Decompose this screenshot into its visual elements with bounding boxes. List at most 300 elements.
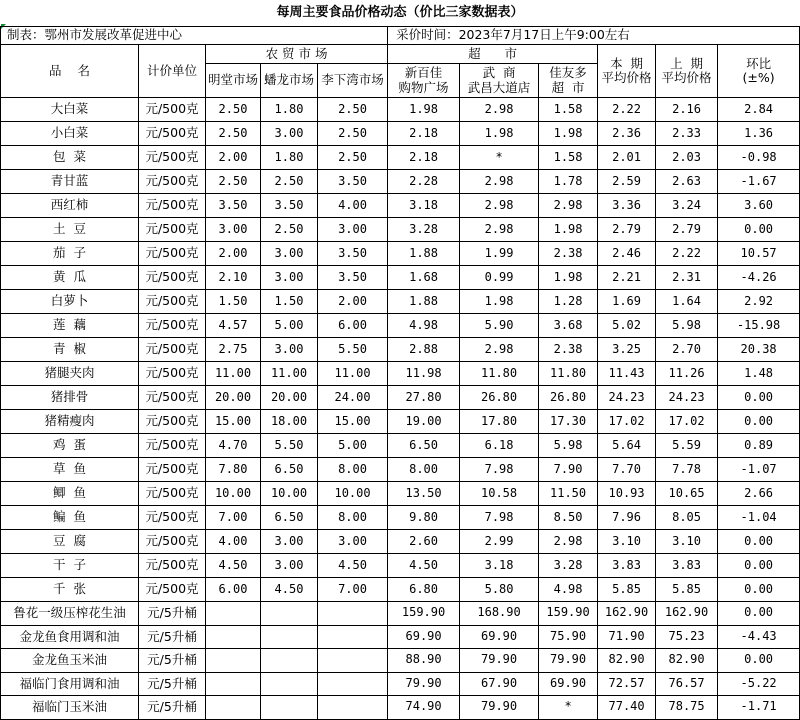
price-wushang: 1.98 <box>460 122 539 146</box>
price-mingtang: 1.50 <box>206 290 261 314</box>
price-previous-avg: 2.70 <box>656 338 718 362</box>
price-jiayouduo: 2.98 <box>539 194 598 218</box>
price-current-avg: 7.70 <box>598 458 656 482</box>
price-mingtang: 2.10 <box>206 266 261 290</box>
unit-cell: 元/500克 <box>139 242 206 266</box>
price-lixiawan <box>318 649 388 673</box>
unit-cell: 元/500克 <box>139 98 206 122</box>
price-previous-avg: 5.98 <box>656 314 718 338</box>
price-wushang: 3.18 <box>460 554 539 578</box>
price-wushang: 168.90 <box>460 602 539 626</box>
price-mingtang: 6.00 <box>206 578 261 602</box>
table-row <box>1 649 800 673</box>
price-mingtang: 4.00 <box>206 530 261 554</box>
price-change: -1.07 <box>718 458 800 482</box>
price-lixiawan: 5.50 <box>318 338 388 362</box>
table-title: 每周主要食品价格动态（价比三家数据表） <box>276 5 524 20</box>
price-panlong: 2.50 <box>261 170 318 194</box>
price-wushang: 2.99 <box>460 530 539 554</box>
price-panlong: 2.50 <box>261 218 318 242</box>
price-lixiawan: 7.00 <box>318 578 388 602</box>
price-previous-avg: 3.24 <box>656 194 718 218</box>
price-mingtang: 7.00 <box>206 506 261 530</box>
price-jiayouduo: 79.90 <box>539 649 598 673</box>
table-row <box>1 578 800 602</box>
price-lixiawan: 2.00 <box>318 290 388 314</box>
price-change: 0.00 <box>718 218 800 242</box>
price-previous-avg: 2.33 <box>656 122 718 146</box>
price-previous-avg: 7.78 <box>656 458 718 482</box>
price-previous-avg: 2.22 <box>656 242 718 266</box>
price-wushang: 69.90 <box>460 625 539 649</box>
price-change: 3.60 <box>718 194 800 218</box>
table-row <box>1 146 800 170</box>
price-lixiawan: 15.00 <box>318 410 388 434</box>
price-xinbaijia: 2.60 <box>388 530 460 554</box>
header-supermarket-wushang-line2: 武昌大道店 <box>467 79 531 95</box>
price-current-avg: 3.36 <box>598 194 656 218</box>
price-jiayouduo: 11.50 <box>539 482 598 506</box>
price-lixiawan: 4.00 <box>318 194 388 218</box>
price-wushang: 2.98 <box>460 338 539 362</box>
price-panlong: 6.50 <box>261 506 318 530</box>
price-xinbaijia: 4.98 <box>388 314 460 338</box>
unit-cell: 元/5升桶 <box>139 672 206 696</box>
price-jiayouduo: 159.90 <box>539 602 598 626</box>
price-jiayouduo: 2.38 <box>539 242 598 266</box>
product-name: 金龙鱼食用调和油 <box>1 625 139 649</box>
header-previous-avg <box>656 45 718 98</box>
price-current-avg: 3.25 <box>598 338 656 362</box>
price-lixiawan: 5.00 <box>318 434 388 458</box>
price-change: -4.43 <box>718 625 800 649</box>
price-xinbaijia: 79.90 <box>388 672 460 696</box>
collect-time-label: 采价时间：2023年7月17日上午9:00左右 <box>388 27 800 45</box>
price-xinbaijia: 13.50 <box>388 482 460 506</box>
price-jiayouduo: 8.50 <box>539 506 598 530</box>
price-change: -0.98 <box>718 146 800 170</box>
price-change: 10.57 <box>718 242 800 266</box>
price-change: -1.67 <box>718 170 800 194</box>
price-table <box>0 26 800 720</box>
price-current-avg: 71.90 <box>598 625 656 649</box>
table-row <box>1 506 800 530</box>
unit-cell: 元/500克 <box>139 386 206 410</box>
product-name: 金龙鱼玉米油 <box>1 649 139 673</box>
price-mingtang: 2.00 <box>206 146 261 170</box>
price-mingtang: 10.00 <box>206 482 261 506</box>
header-previous-avg-line2: 平均价格 <box>661 70 712 85</box>
product-name: 猪腿夹肉 <box>1 362 139 386</box>
price-lixiawan: 8.00 <box>318 506 388 530</box>
price-change: 0.00 <box>718 530 800 554</box>
table-row <box>1 218 800 242</box>
price-panlong: 1.80 <box>261 146 318 170</box>
price-previous-avg: 2.03 <box>656 146 718 170</box>
price-wushang: 2.98 <box>460 170 539 194</box>
price-jiayouduo: * <box>539 696 598 720</box>
table-row <box>1 530 800 554</box>
price-wushang: 26.80 <box>460 386 539 410</box>
price-change: -1.71 <box>718 696 800 720</box>
product-name: 土 豆 <box>1 218 139 242</box>
price-change: 0.89 <box>718 434 800 458</box>
price-mingtang: 4.70 <box>206 434 261 458</box>
price-xinbaijia: 6.50 <box>388 434 460 458</box>
header-change <box>718 45 800 98</box>
header-supermarket-xinbaijia-line2: 购物广场 <box>398 79 449 95</box>
price-lixiawan <box>318 625 388 649</box>
price-change: 2.84 <box>718 98 800 122</box>
header-change-line1: 环比 <box>746 55 772 71</box>
price-wushang: * <box>460 146 539 170</box>
price-jiayouduo: 4.98 <box>539 578 598 602</box>
price-change: 0.00 <box>718 554 800 578</box>
price-panlong: 3.50 <box>261 194 318 218</box>
unit-cell: 元/500克 <box>139 458 206 482</box>
price-mingtang <box>206 625 261 649</box>
price-current-avg: 2.59 <box>598 170 656 194</box>
price-xinbaijia: 8.00 <box>388 458 460 482</box>
price-mingtang: 3.50 <box>206 194 261 218</box>
price-panlong: 4.50 <box>261 578 318 602</box>
header-market-panlong: 蟠龙市场 <box>261 64 318 98</box>
header-current-avg-line2: 平均价格 <box>601 70 652 85</box>
price-wushang: 6.18 <box>460 434 539 458</box>
price-current-avg: 24.23 <box>598 386 656 410</box>
price-wushang: 1.99 <box>460 242 539 266</box>
price-jiayouduo: 1.58 <box>539 146 598 170</box>
table-row <box>1 194 800 218</box>
price-lixiawan: 3.00 <box>318 530 388 554</box>
price-previous-avg: 82.90 <box>656 649 718 673</box>
price-xinbaijia: 19.00 <box>388 410 460 434</box>
price-jiayouduo: 1.78 <box>539 170 598 194</box>
table-row <box>1 290 800 314</box>
price-current-avg: 72.57 <box>598 672 656 696</box>
header-previous-avg-line1: 上 期 <box>670 55 704 71</box>
price-lixiawan: 3.50 <box>318 266 388 290</box>
table-row <box>1 625 800 649</box>
price-current-avg: 7.96 <box>598 506 656 530</box>
price-current-avg: 11.43 <box>598 362 656 386</box>
product-name: 白萝卜 <box>1 290 139 314</box>
price-lixiawan: 3.50 <box>318 170 388 194</box>
price-xinbaijia: 74.90 <box>388 696 460 720</box>
unit-cell: 元/500克 <box>139 506 206 530</box>
table-row <box>1 696 800 720</box>
table-row <box>1 410 800 434</box>
unit-cell: 元/500克 <box>139 146 206 170</box>
price-previous-avg: 3.10 <box>656 530 718 554</box>
price-jiayouduo: 1.98 <box>539 218 598 242</box>
unit-cell: 元/500克 <box>139 434 206 458</box>
price-xinbaijia: 2.18 <box>388 146 460 170</box>
price-current-avg: 1.69 <box>598 290 656 314</box>
price-previous-avg: 11.26 <box>656 362 718 386</box>
price-jiayouduo: 1.98 <box>539 266 598 290</box>
price-panlong: 3.00 <box>261 242 318 266</box>
product-name: 小白菜 <box>1 122 139 146</box>
price-xinbaijia: 6.80 <box>388 578 460 602</box>
unit-cell: 元/500克 <box>139 290 206 314</box>
product-name: 千 张 <box>1 578 139 602</box>
price-current-avg: 2.79 <box>598 218 656 242</box>
price-change: 0.00 <box>718 386 800 410</box>
price-jiayouduo: 1.28 <box>539 290 598 314</box>
price-xinbaijia: 3.18 <box>388 194 460 218</box>
table-row <box>1 122 800 146</box>
unit-cell: 元/5升桶 <box>139 649 206 673</box>
table-row <box>1 434 800 458</box>
product-name: 西红柿 <box>1 194 139 218</box>
price-change: 0.00 <box>718 578 800 602</box>
price-mingtang <box>206 649 261 673</box>
price-wushang: 79.90 <box>460 649 539 673</box>
price-lixiawan <box>318 696 388 720</box>
price-panlong: 5.00 <box>261 314 318 338</box>
price-wushang: 2.98 <box>460 194 539 218</box>
price-previous-avg: 78.75 <box>656 696 718 720</box>
price-change: -1.04 <box>718 506 800 530</box>
price-previous-avg: 17.02 <box>656 410 718 434</box>
price-previous-avg: 10.65 <box>656 482 718 506</box>
price-xinbaijia: 159.90 <box>388 602 460 626</box>
price-xinbaijia: 4.50 <box>388 554 460 578</box>
product-name: 鲁花一级压榨花生油 <box>1 602 139 626</box>
price-xinbaijia: 2.88 <box>388 338 460 362</box>
price-change: -4.26 <box>718 266 800 290</box>
price-wushang: 5.90 <box>460 314 539 338</box>
price-xinbaijia: 2.18 <box>388 122 460 146</box>
price-xinbaijia: 9.80 <box>388 506 460 530</box>
price-panlong: 3.00 <box>261 530 318 554</box>
unit-cell: 元/5升桶 <box>139 696 206 720</box>
header-market-group: 农 贸 市 场 <box>206 45 388 64</box>
price-current-avg: 17.02 <box>598 410 656 434</box>
unit-cell: 元/500克 <box>139 314 206 338</box>
price-xinbaijia: 3.28 <box>388 218 460 242</box>
price-jiayouduo: 75.90 <box>539 625 598 649</box>
table-row <box>1 242 800 266</box>
price-lixiawan: 4.50 <box>318 554 388 578</box>
price-change: 0.00 <box>718 649 800 673</box>
price-jiayouduo: 11.80 <box>539 362 598 386</box>
table-row <box>1 458 800 482</box>
product-name: 包 菜 <box>1 146 139 170</box>
price-mingtang: 2.50 <box>206 170 261 194</box>
price-lixiawan: 2.50 <box>318 146 388 170</box>
unit-cell: 元/500克 <box>139 266 206 290</box>
table-row <box>1 338 800 362</box>
price-xinbaijia: 11.98 <box>388 362 460 386</box>
price-wushang: 2.98 <box>460 98 539 122</box>
header-supermarket-jiayouduo-line1: 佳友多 <box>549 65 587 81</box>
price-mingtang: 2.00 <box>206 242 261 266</box>
price-mingtang: 2.50 <box>206 98 261 122</box>
header-product: 品 名 <box>1 45 139 98</box>
price-panlong: 1.50 <box>261 290 318 314</box>
price-current-avg: 82.90 <box>598 649 656 673</box>
price-jiayouduo: 17.30 <box>539 410 598 434</box>
price-xinbaijia: 69.90 <box>388 625 460 649</box>
price-current-avg: 10.93 <box>598 482 656 506</box>
price-lixiawan: 3.50 <box>318 242 388 266</box>
product-name: 干 子 <box>1 554 139 578</box>
price-jiayouduo: 2.38 <box>539 338 598 362</box>
price-mingtang: 3.00 <box>206 218 261 242</box>
unit-cell: 元/500克 <box>139 554 206 578</box>
header-supermarket-wushang <box>460 64 539 98</box>
header-change-line2: (±%) <box>742 70 775 85</box>
product-name: 鸡 蛋 <box>1 434 139 458</box>
unit-cell: 元/500克 <box>139 578 206 602</box>
price-previous-avg: 5.85 <box>656 578 718 602</box>
product-name: 青 椒 <box>1 338 139 362</box>
price-panlong: 3.00 <box>261 266 318 290</box>
price-mingtang: 15.00 <box>206 410 261 434</box>
table-row <box>1 98 800 122</box>
price-panlong <box>261 625 318 649</box>
price-jiayouduo: 3.28 <box>539 554 598 578</box>
price-mingtang: 11.00 <box>206 362 261 386</box>
price-lixiawan: 11.00 <box>318 362 388 386</box>
unit-cell: 元/500克 <box>139 338 206 362</box>
price-current-avg: 2.36 <box>598 122 656 146</box>
price-current-avg: 2.21 <box>598 266 656 290</box>
price-panlong: 18.00 <box>261 410 318 434</box>
price-current-avg: 5.02 <box>598 314 656 338</box>
product-name: 豆 腐 <box>1 530 139 554</box>
price-panlong <box>261 696 318 720</box>
price-xinbaijia: 1.98 <box>388 98 460 122</box>
price-mingtang <box>206 672 261 696</box>
price-current-avg: 3.83 <box>598 554 656 578</box>
header-supermarket-xinbaijia-line1: 新百佳 <box>404 65 443 81</box>
header-market-lixiawan: 李下湾市场 <box>318 64 388 98</box>
price-mingtang: 4.50 <box>206 554 261 578</box>
unit-cell: 元/500克 <box>139 122 206 146</box>
price-panlong: 11.00 <box>261 362 318 386</box>
price-current-avg: 3.10 <box>598 530 656 554</box>
price-panlong: 1.80 <box>261 98 318 122</box>
price-previous-avg: 2.31 <box>656 266 718 290</box>
price-previous-avg: 3.83 <box>656 554 718 578</box>
price-current-avg: 5.64 <box>598 434 656 458</box>
product-name: 大白菜 <box>1 98 139 122</box>
price-panlong: 3.00 <box>261 122 318 146</box>
price-change: 1.48 <box>718 362 800 386</box>
table-row <box>1 554 800 578</box>
price-change: 0.00 <box>718 410 800 434</box>
unit-cell: 元/500克 <box>139 530 206 554</box>
price-jiayouduo: 5.98 <box>539 434 598 458</box>
price-panlong: 10.00 <box>261 482 318 506</box>
unit-cell: 元/5升桶 <box>139 602 206 626</box>
price-lixiawan: 2.50 <box>318 98 388 122</box>
header-current-avg-line1: 本 期 <box>610 55 644 71</box>
header-supermarket-xinbaijia <box>388 64 460 98</box>
price-panlong <box>261 672 318 696</box>
product-name: 福临门食用调和油 <box>1 672 139 696</box>
price-current-avg: 2.22 <box>598 98 656 122</box>
unit-cell: 元/500克 <box>139 482 206 506</box>
price-jiayouduo: 1.98 <box>539 122 598 146</box>
price-lixiawan <box>318 602 388 626</box>
price-wushang: 10.58 <box>460 482 539 506</box>
table-row <box>1 386 800 410</box>
price-xinbaijia: 1.88 <box>388 290 460 314</box>
price-xinbaijia: 2.28 <box>388 170 460 194</box>
price-mingtang <box>206 602 261 626</box>
maker-label: 制表：鄂州市发展改革促进中心 <box>1 27 388 45</box>
price-panlong: 20.00 <box>261 386 318 410</box>
unit-cell: 元/5升桶 <box>139 625 206 649</box>
price-wushang: 7.98 <box>460 506 539 530</box>
price-lixiawan <box>318 672 388 696</box>
price-mingtang <box>206 696 261 720</box>
price-wushang: 2.98 <box>460 218 539 242</box>
price-previous-avg: 76.57 <box>656 672 718 696</box>
price-panlong: 6.50 <box>261 458 318 482</box>
price-lixiawan: 24.00 <box>318 386 388 410</box>
unit-cell: 元/500克 <box>139 170 206 194</box>
unit-cell: 元/500克 <box>139 410 206 434</box>
price-jiayouduo: 3.68 <box>539 314 598 338</box>
product-name: 青甘蓝 <box>1 170 139 194</box>
price-wushang: 11.80 <box>460 362 539 386</box>
price-wushang: 17.80 <box>460 410 539 434</box>
price-wushang: 7.98 <box>460 458 539 482</box>
price-current-avg: 162.90 <box>598 602 656 626</box>
price-previous-avg: 8.05 <box>656 506 718 530</box>
price-mingtang: 7.80 <box>206 458 261 482</box>
price-previous-avg: 5.59 <box>656 434 718 458</box>
product-name: 猪精瘦肉 <box>1 410 139 434</box>
price-wushang: 79.90 <box>460 696 539 720</box>
price-change: 2.92 <box>718 290 800 314</box>
meta-row <box>1 27 800 45</box>
header-supermarket-jiayouduo <box>539 64 598 98</box>
table-row <box>1 482 800 506</box>
table-row <box>1 314 800 338</box>
price-wushang: 67.90 <box>460 672 539 696</box>
price-mingtang: 20.00 <box>206 386 261 410</box>
table-row <box>1 362 800 386</box>
price-change: -5.22 <box>718 672 800 696</box>
product-name: 莲 藕 <box>1 314 139 338</box>
table-row <box>1 266 800 290</box>
product-name: 猪排骨 <box>1 386 139 410</box>
price-wushang: 0.99 <box>460 266 539 290</box>
price-previous-avg: 2.63 <box>656 170 718 194</box>
price-xinbaijia: 27.80 <box>388 386 460 410</box>
price-change: 2.66 <box>718 482 800 506</box>
price-panlong <box>261 649 318 673</box>
price-current-avg: 77.40 <box>598 696 656 720</box>
price-wushang: 1.98 <box>460 290 539 314</box>
price-lixiawan: 3.00 <box>318 218 388 242</box>
price-jiayouduo: 69.90 <box>539 672 598 696</box>
header-market-mingtang: 明堂市场 <box>206 64 261 98</box>
unit-cell: 元/500克 <box>139 362 206 386</box>
product-name: 草 鱼 <box>1 458 139 482</box>
price-mingtang: 2.50 <box>206 122 261 146</box>
price-previous-avg: 1.64 <box>656 290 718 314</box>
price-xinbaijia: 88.90 <box>388 649 460 673</box>
price-previous-avg: 162.90 <box>656 602 718 626</box>
price-current-avg: 2.01 <box>598 146 656 170</box>
